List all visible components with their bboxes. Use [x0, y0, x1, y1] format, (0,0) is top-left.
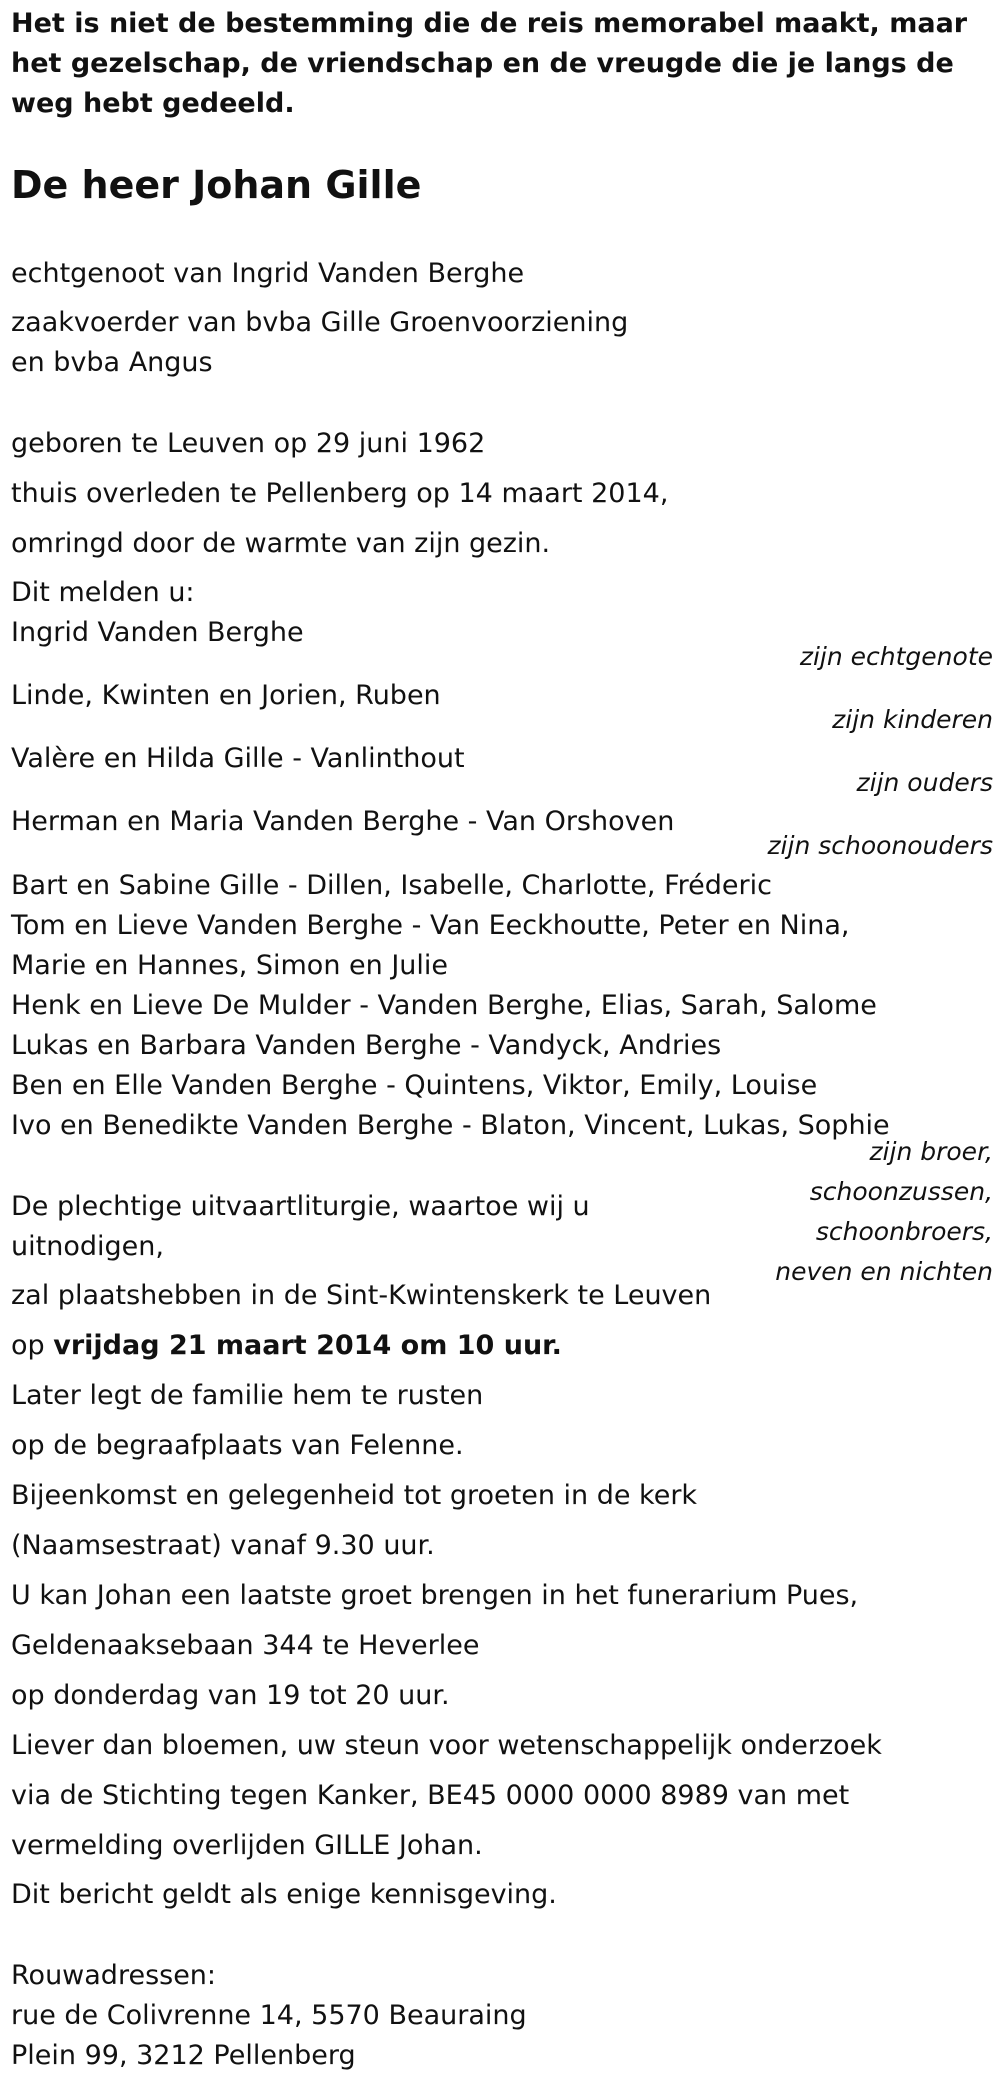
funeral-line-2: uitnodigen, — [11, 1231, 164, 1262]
family-name-sibling-2b: Marie en Hannes, Simon en Julie — [11, 950, 449, 981]
family-name-sibling-1: Bart en Sabine Gille - Dillen, Isabelle, Charlotte, Fréderic — [11, 870, 772, 901]
announce-label: Dit melden u: — [11, 577, 195, 608]
funeral-line-12: Liever dan bloemen, uw steun voor wetenschappelijk onderzoek — [11, 1730, 882, 1761]
family-name-sibling-6: Ivo en Benedikte Vanden Berghe - Blaton, Vincent, Lukas, Sophie — [11, 1110, 890, 1141]
family-name-spouse: Ingrid Vanden Berghe — [11, 617, 304, 648]
relation-siblings-2: schoonzussen, — [809, 1177, 993, 1206]
relation-parents: zijn ouders — [856, 768, 993, 797]
funeral-date: vrijdag 21 maart 2014 om 10 uur. — [53, 1330, 562, 1361]
death-line: thuis overleden te Pellenberg op 14 maart 2014, — [11, 478, 669, 509]
family-name-sibling-5: Ben en Elle Vanden Berghe - Quintens, Viktor, Emily, Louise — [11, 1070, 818, 1101]
address-line-1: rue de Colivrenne 14, 5570 Beauraing — [11, 2000, 527, 2031]
deceased-name: De heer Johan Gille — [11, 163, 422, 207]
address-line-2: Plein 99, 3212 Pellenberg — [11, 2040, 356, 2071]
relation-siblings-3: schoonbroers, — [815, 1217, 993, 1246]
funeral-line-8: (Naamsestraat) vanaf 9.30 uur. — [11, 1530, 435, 1561]
funeral-line-3: zal plaatshebben in de Sint-Kwintenskerk te Leuven — [11, 1280, 712, 1311]
relation-children: zijn kinderen — [832, 705, 993, 734]
family-name-sibling-3: Henk en Lieve De Mulder - Vanden Berghe, Elias, Sarah, Salome — [11, 990, 877, 1021]
family-name-parents-in-law: Herman en Maria Vanden Berghe - Van Orshoven — [11, 806, 675, 837]
funeral-date-prefix: op — [11, 1330, 54, 1361]
funeral-line-1: De plechtige uitvaartliturgie, waartoe wij u — [11, 1191, 590, 1222]
birth-line: geboren te Leuven op 29 juni 1962 — [11, 428, 486, 459]
funeral-line-9: U kan Johan een laatste groet brengen in het funerarium Pues, — [11, 1580, 859, 1611]
addresses-label: Rouwadressen: — [11, 1960, 217, 1991]
family-name-children: Linde, Kwinten en Jorien, Ruben — [11, 680, 441, 711]
memorial-quote: Het is niet de bestemming die de reis memorabel maakt, maar het gezelschap, de vriendschap en de vreugde die je langs de weg hebt gedeeld. — [11, 8, 968, 119]
funeral-line-6: op de begraafplaats van Felenne. — [11, 1430, 464, 1461]
funeral-line-14: vermelding overlijden GILLE Johan. — [11, 1830, 483, 1861]
funeral-line-5: Later legt de familie hem te rusten — [11, 1380, 484, 1411]
funeral-date-line — [11, 1326, 562, 1366]
family-name-parents: Valère en Hilda Gille - Vanlinthout — [11, 743, 465, 774]
family-name-sibling-4: Lukas en Barbara Vanden Berghe - Vandyck, Andries — [11, 1030, 722, 1061]
funeral-line-7: Bijeenkomst en gelegenheid tot groeten in de kerk — [11, 1480, 698, 1511]
relation-siblings-1: zijn broer, — [869, 1137, 993, 1166]
funeral-line-15: Dit bericht geldt als enige kennisgeving. — [11, 1879, 557, 1910]
relation-parents-in-law: zijn schoonouders — [767, 831, 993, 860]
business-line-1: zaakvoerder van bvba Gille Groenvoorziening — [11, 307, 629, 338]
surrounded-line: omringd door de warmte van zijn gezin. — [11, 528, 551, 559]
funeral-line-10: Geldenaaksebaan 344 te Heverlee — [11, 1630, 480, 1661]
funeral-line-11: op donderdag van 19 tot 20 uur. — [11, 1680, 450, 1711]
funeral-line-13: via de Stichting tegen Kanker, BE45 0000 0000 8989 van met — [11, 1780, 850, 1811]
relation-spouse: zijn echtgenote — [799, 642, 993, 671]
family-name-sibling-2: Tom en Lieve Vanden Berghe - Van Eeckhoutte, Peter en Nina, — [11, 910, 850, 941]
spouse-line: echtgenoot van Ingrid Vanden Berghe — [11, 258, 525, 289]
business-line-2: en bvba Angus — [11, 347, 213, 378]
relation-siblings-4: neven en nichten — [775, 1257, 993, 1286]
